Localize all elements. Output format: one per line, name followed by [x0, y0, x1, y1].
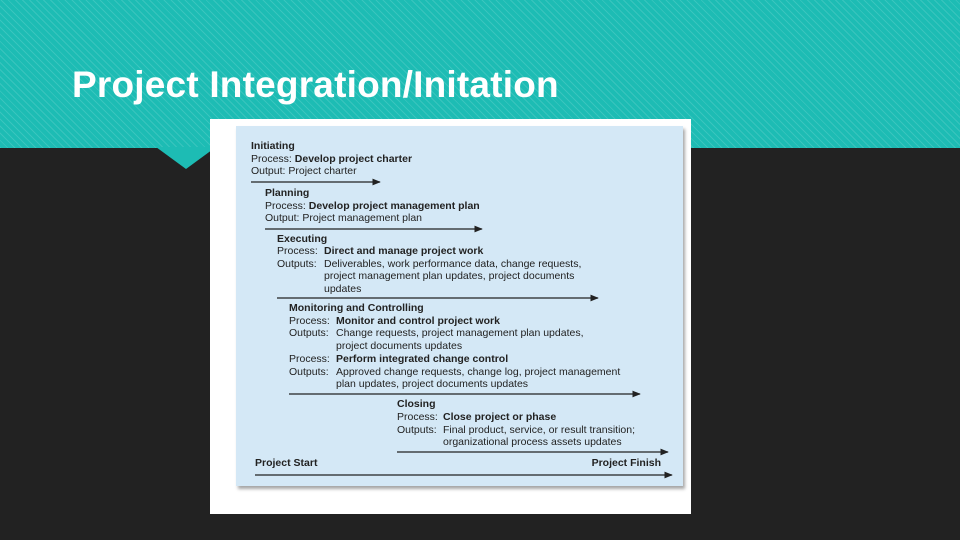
timeline: [255, 457, 672, 475]
closing-outputs-line-2: organizational process assets updates: [443, 436, 622, 448]
slide-title: Project Integration/Initation: [72, 64, 559, 105]
monitoring-outputs2-label: Outputs:: [289, 366, 329, 378]
closing-process-name: Close project or phase: [443, 411, 557, 423]
monitoring-outputs1-label: Outputs:: [289, 327, 329, 339]
initiating-process: [251, 153, 412, 165]
executing-outputs-label: Outputs:: [277, 258, 317, 270]
project-start-label: Project Start: [255, 457, 318, 469]
initiating-process-prefix: Process:: [251, 153, 295, 165]
closing-outputs-line-1: Final product, service, or result transition;: [443, 424, 635, 436]
closing-process-label: Process:: [397, 411, 438, 423]
monitoring-process1-label: Process:: [289, 315, 330, 327]
planning-process: [265, 200, 480, 212]
executing-process-name: Direct and manage project work: [324, 245, 484, 257]
monitoring-outputs2-line-1: Approved change requests, change log, project management: [336, 366, 621, 378]
executing-outputs-line-3: updates: [324, 283, 362, 295]
executing-outputs-line-1: Deliverables, work performance data, change requests,: [324, 258, 582, 270]
monitoring-process2-label: Process:: [289, 353, 330, 365]
closing-outputs-label: Outputs:: [397, 424, 437, 436]
initiating-group: [251, 140, 412, 182]
monitoring-process2-name: Perform integrated change control: [336, 353, 509, 365]
executing-heading: Executing: [277, 233, 328, 245]
monitoring-process1-name: Monitor and control project work: [336, 315, 500, 327]
closing-group: [397, 398, 668, 452]
closing-heading: Closing: [397, 398, 436, 410]
executing-outputs-line-2: project management plan updates, project documents: [324, 270, 575, 282]
monitoring-group: [289, 302, 640, 394]
initiating-process-name: Develop project charter: [294, 153, 413, 165]
planning-group: [265, 187, 482, 229]
monitoring-outputs1-line-1: Change requests, project management plan updates,: [336, 327, 584, 339]
project-finish-label: Project Finish: [591, 457, 661, 469]
monitoring-outputs1-line-2: project documents updates: [336, 340, 463, 352]
executing-group: [277, 233, 598, 298]
planning-process-name: Develop project management plan: [308, 200, 480, 212]
executing-process-label: Process:: [277, 245, 318, 257]
monitoring-outputs2-line-2: plan updates, project documents updates: [336, 378, 529, 390]
planning-heading: Planning: [265, 187, 310, 199]
monitoring-heading: Monitoring and Controlling: [289, 302, 424, 314]
planning-process-prefix: Process:: [265, 200, 309, 212]
initiating-heading: Initiating: [251, 140, 295, 152]
initiating-output: Output: Project charter: [251, 165, 357, 177]
planning-output: Output: Project management plan: [265, 212, 423, 224]
